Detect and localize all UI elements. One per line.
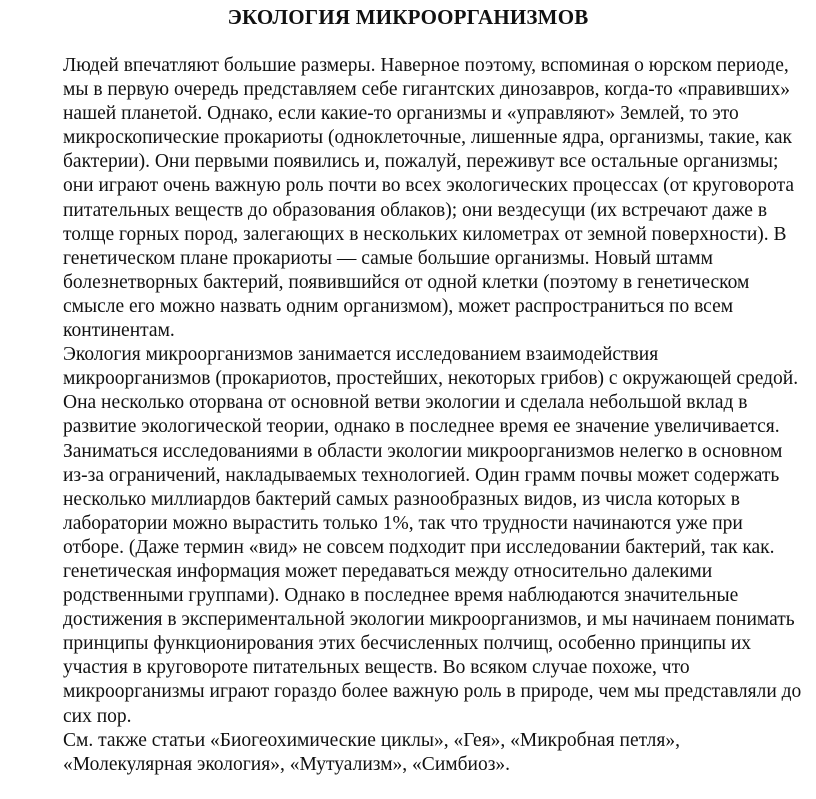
paragraph-see-also: См. также статьи «Биогеохимические циклы», «Гея», «Микробная петля», «Молекулярная экология», «Мутуализм», «Симбиоз».: [63, 729, 680, 775]
page-title: ЭКОЛОГИЯ МИКРООРГАНИЗМОВ: [227, 5, 589, 29]
paragraph-research: Заниматься исследованиями в области экологии микроорганизмов нелегко в основном из-за ограничений, накладываемых технологией. Один грамм почвы может содержать несколько миллиардов бактерий самых разнообразных видов, из числа которых в лаборатории можно вырастить только 1%, так что трудности начинаются уже при отборе. (Даже термин «вид» не совсем подходит при исследовании бактерий, так как. генетическая информация может передаваться между относительно далекими родственными группами). Однако в последнее время наблюдаются значительные достижения в экспериментальной экологии микроорганизмов, и мы начинаем понимать принципы функционирования этих бесчисленных полчищ, особенно принципы их участия в круговороте питательных веществ. Во всяком случае похоже, что микроорганизмы играют гораздо более важную роль в природе, чем мы представляли до сих пор.: [63, 440, 802, 727]
paragraph-definition: Экология микроорганизмов занимается исследованием взаимодействия микроорганизмов (прокариотов, простейших, некоторых грибов) с окружающей средой. Она несколько оторвана от основной ветви экологии и сделала небольшой вклад в развитие экологической теории, однако в последнее время ее значение увеличивается.: [63, 344, 799, 438]
document-body: [63, 54, 808, 777]
paragraph-intro: Людей впечатляют большие размеры. Наверное поэтому, вспоминая о юрском периоде, мы в первую очередь представляем себе гигантских динозавров, когда-то «правивших» нашей планетой. Однако, если какие-то организмы и «управляют» Землей, то это микроскопические прокариоты (одноклеточные, лишенные ядра, организмы, такие, как бактерии). Они первыми появились и, пожалуй, переживут все остальные организмы; они играют очень важную роль почти во всех экологических процессах (от круговорота питательных веществ до образования облаков); они вездесущи (их встречают даже в толще горных пород, залегающих в нескольких километрах от земной поверхности). В генетическом плане прокариоты — самые большие организмы. Новый штамм болезнетворных бактерий, появившийся от одной клетки (поэтому в генетическом смысле его можно назвать одним организмом), может распространиться по всем континентам.: [63, 55, 795, 342]
